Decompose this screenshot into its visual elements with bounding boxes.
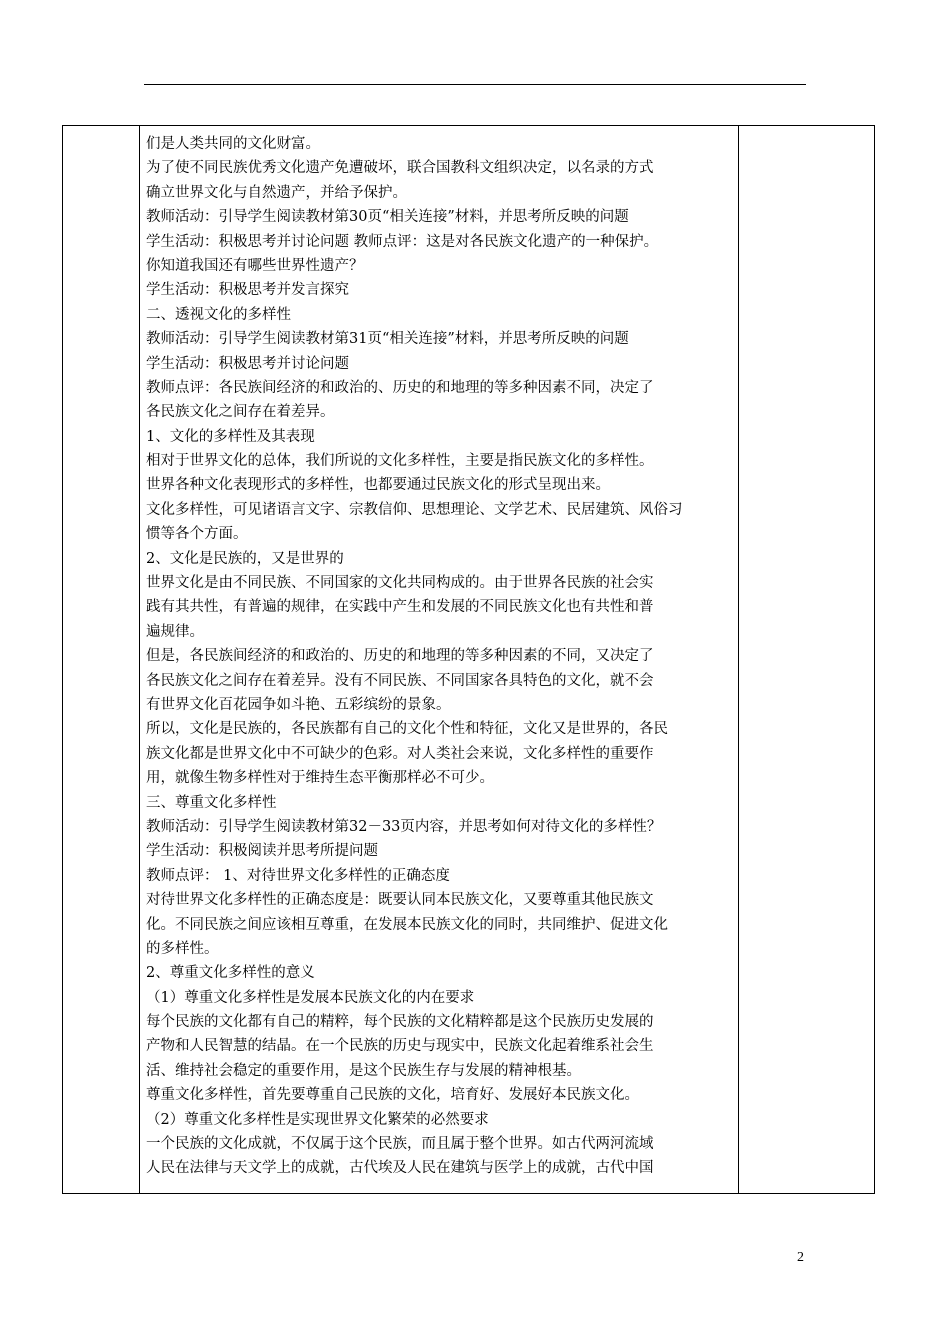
text-line: 你知道我国还有哪些世界性遗产？ — [146, 257, 364, 274]
text-line: 对待世界文化多样性的正确态度是：既要认同本民族文化，又要尊重其他民族文 — [146, 892, 654, 909]
text-line: 族文化都是世界文化中不可缺少的色彩。对人类社会来说，文化多样性的重要作 — [146, 745, 654, 762]
text-line: 遍规律。 — [146, 623, 204, 640]
text-line: （2）尊重文化多样性是实现世界文化繁荣的必然要求 — [146, 1111, 489, 1128]
text-line: 世界各种文化表现形式的多样性，也都要通过民族文化的形式呈现出来。 — [146, 477, 610, 494]
content-cell — [140, 126, 739, 1194]
content-text — [140, 126, 738, 1181]
text-line: 教师活动：引导学生阅读教材第32－33页内容，并思考如何对待文化的多样性？ — [146, 818, 662, 835]
text-line: 学生活动：积极阅读并思考所提问题 — [146, 843, 378, 860]
text-line: 2、文化是民族的，又是世界的 — [146, 550, 344, 567]
text-line: 化。不同民族之间应该相互尊重，在发展本民族文化的同时，共同维护、促进文化 — [146, 916, 668, 933]
text-line: 人民在法律与天文学上的成就，古代埃及人民在建筑与医学上的成就，古代中国 — [146, 1160, 654, 1177]
lesson-table — [62, 125, 875, 1194]
text-line: 活、维持社会稳定的重要作用，是这个民族生存与发展的精神根基。 — [146, 1062, 581, 1079]
text-line: 惯等各个方面。 — [146, 526, 248, 543]
text-line: 学生活动：积极思考并发言探究 — [146, 282, 349, 299]
text-line: 相对于世界文化的总体，我们所说的文化多样性，主要是指民族文化的多样性。 — [146, 453, 654, 470]
table-row — [63, 126, 875, 1194]
text-line: 但是，各民族间经济的和政治的、历史的和地理的等多种因素的不同，又决定了 — [146, 648, 654, 665]
page-number: 2 — [797, 1250, 804, 1265]
text-line: 学生活动：积极思考并讨论问题 教师点评：这是对各民族文化遗产的一种保护。 — [146, 233, 659, 250]
text-line: 为了使不同民族优秀文化遗产免遭破坏，联合国教科文组织决定，以名录的方式 — [146, 160, 654, 177]
text-line: 各民族文化之间存在着差异。没有不同民族、不同国家各具特色的文化，就不会 — [146, 672, 654, 689]
text-line: （1）尊重文化多样性是发展本民族文化的内在要求 — [146, 989, 475, 1006]
text-line: 2、尊重文化多样性的意义 — [146, 965, 315, 982]
text-line: 尊重文化多样性，首先要尊重自己民族的文化，培育好、发展好本民族文化。 — [146, 1087, 639, 1104]
text-line: 践有其共性，有普遍的规律，在实践中产生和发展的不同民族文化也有共性和普 — [146, 599, 654, 616]
notes-column-cell — [739, 126, 875, 1194]
text-line: 产物和人民智慧的结晶。在一个民族的历史与现实中，民族文化起着维系社会生 — [146, 1038, 654, 1055]
text-line: 各民族文化之间存在着差异。 — [146, 404, 335, 421]
text-line: 一个民族的文化成就，不仅属于这个民族，而且属于整个世界。如古代两河流域 — [146, 1136, 654, 1153]
text-line: 教师点评： 1、对待世界文化多样性的正确态度 — [146, 867, 450, 884]
text-line: 的多样性。 — [146, 940, 219, 957]
text-line: 确立世界文化与自然遗产，并给予保护。 — [146, 184, 407, 201]
text-line: 有世界文化百花园争如斗艳、五彩缤纷的景象。 — [146, 696, 451, 713]
text-line: 教师活动：引导学生阅读教材第30页“相关连接”材料，并思考所反映的问题 — [146, 209, 629, 226]
text-line: 教师活动：引导学生阅读教材第31页“相关连接”材料，并思考所反映的问题 — [146, 331, 629, 348]
text-line: 教师点评：各民族间经济的和政治的、历史的和地理的等多种因素不同，决定了 — [146, 379, 654, 396]
text-line: 1、文化的多样性及其表现 — [146, 428, 315, 445]
header-rule — [144, 84, 806, 85]
text-line: 所以，文化是民族的，各民族都有自己的文化个性和特征，文化又是世界的，各民 — [146, 721, 668, 738]
text-line: 世界文化是由不同民族、不同国家的文化共同构成的。由于世界各民族的社会实 — [146, 575, 654, 592]
text-line: 文化多样性，可见诸语言文字、宗教信仰、思想理论、文学艺术、民居建筑、风俗习 — [146, 501, 683, 518]
text-line: 学生活动：积极思考并讨论问题 — [146, 355, 349, 372]
text-line: 每个民族的文化都有自己的精粹，每个民族的文化精粹都是这个民族历史发展的 — [146, 1014, 654, 1031]
text-line: 三、尊重文化多样性 — [146, 794, 277, 811]
text-line: 二、透视文化的多样性 — [146, 306, 291, 323]
text-line: 用，就像生物多样性对于维持生态平衡那样必不可少。 — [146, 770, 494, 787]
text-line: 们是人类共同的文化财富。 — [146, 136, 320, 152]
left-column-cell — [63, 126, 140, 1194]
